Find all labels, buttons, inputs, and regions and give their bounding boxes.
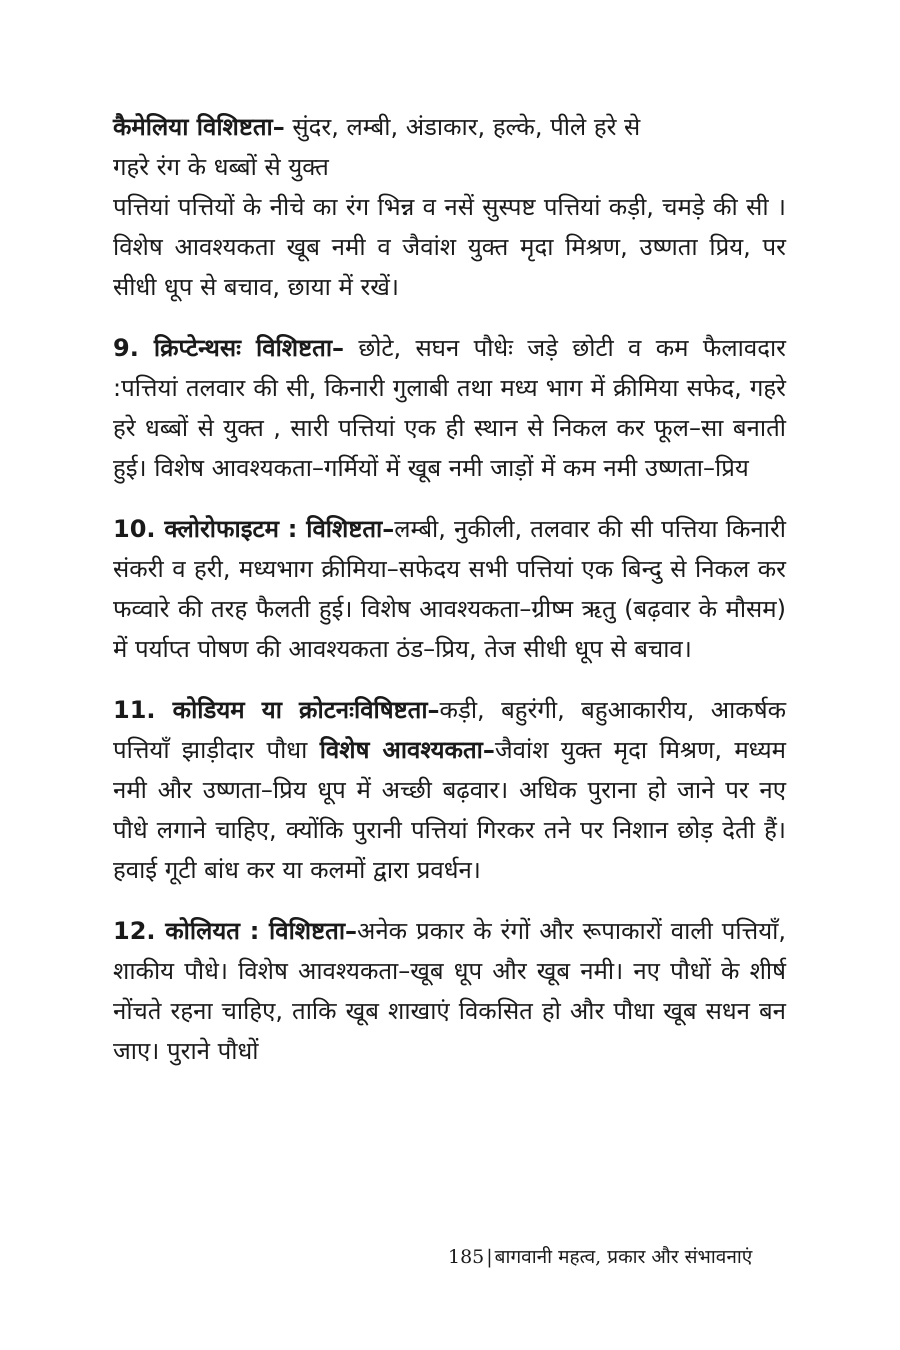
coleus-heading: 12. कोलियत : विशिष्टता– [113,917,358,945]
paragraph-chlorophytum [113,509,786,669]
camellia-first-line [113,107,786,147]
camellia-text-line2: गहरे रंग के धब्बों से युक्त [113,153,329,181]
paragraph-coleus [113,911,786,1071]
cryptanthus-heading: 9. क्रिप्टेन्थसः विशिष्टता– [113,334,345,362]
page-number: 185 [448,1246,485,1268]
chlorophytum-heading: 10. क्लोरोफाइटम : विशिष्टता– [113,515,395,543]
codiaeum-text-b: जैवांश युक्त मृदा मिश्रण, मध्यम नमी और उष्णता–प्रिय धूप में अच्छी बढ़वार। अधिक पुराना हो जाने पर नए पौधे लगाने चाहिए, क्योंकि पुरानी पत्तियां गिरकर तने पर निशान छोड़ देती हैं। हवाई गूटी बांध कर या कलमों द्वारा प्रवर्धन। [113,736,786,884]
camellia-heading: कैमेलिया विशिष्टता– [113,113,285,141]
paragraph-cryptanthus [113,328,786,488]
book-title: बागवानी महत्व, प्रकार और संभावनाएं [494,1246,753,1268]
paragraph-camellia [113,107,786,187]
chlorophytum-text: लम्बी, नुकीली, तलवार की सी पत्तिया किनारी संकरी व हरी, मध्यभाग क्रीमिया–सफेदय सभी पत्तियां एक बिन्दु से निकल कर फव्वारे की तरह फैलती हुई। विशेष आवश्यकता–ग्रीष्म ऋतु (बढ़वार के मौसम) में पर्याप्त पोषण की आवश्यकता ठंड–प्रिय, तेज सीधी धूप से बचाव। [113,515,786,663]
coleus-text: अनेक प्रकार के रंगों और रूपाकारों वाली पत्तियाँ, शाकीय पौधे। विशेष आवश्यकता–खूब धूप और खूब नमी। नए पौधों के शीर्ष नोंचते रहना चाहिए, ताकि खूब शाखाएं विकसित हो और पौधा खूब सधन बन जाए। पुराने पौधों [113,917,786,1065]
page-footer [448,1243,788,1269]
codiaeum-subheading: विशेष आवश्यकता– [319,736,495,764]
codiaeum-heading: 11. कोडियम या क्रोटनःविषिष्टता– [113,696,440,724]
cryptanthus-text: छोटे, सघन पौधेः जड़े छोटी व कम फैलावदार :पत्तियां तलवार की सी, किनारी गुलाबी तथा मध्य भाग में क्रीमिया सफेद, गहरे हरे धब्बों से युक्त , सारी पत्तियां एक ही स्थान से निकल कर फूल–सा बनाती हुई। विशेष आवश्यकता–गर्मियों में खूब नमी जाड़ों में कम नमी उष्णता–प्रिय [113,334,786,482]
footer-separator: | [486,1246,493,1268]
page-body [113,107,786,1092]
codiaeum-text-a: कड़ी, बहुरंगी, बहुआकारीय, आकर्षक पत्तियाँ झाड़ीदार पौधा [113,696,787,764]
paragraph-camellia-continued: पत्तियां पत्तियों के नीचे का रंग भिन्न व नसें सुस्पष्ट पत्तियां कड़ी, चमड़े की सी । विशेष आवश्यकता खूब नमी व जैवांश युक्त मृदा मिश्रण, उष्णता प्रिय, पर सीधी धूप से बचाव, छाया में रखें। [113,193,786,301]
camellia-text-line1: सुंदर, लम्बी, अंडाकार, हल्के, पीले हरे से [284,113,641,141]
paragraph-codiaeum [113,690,786,890]
